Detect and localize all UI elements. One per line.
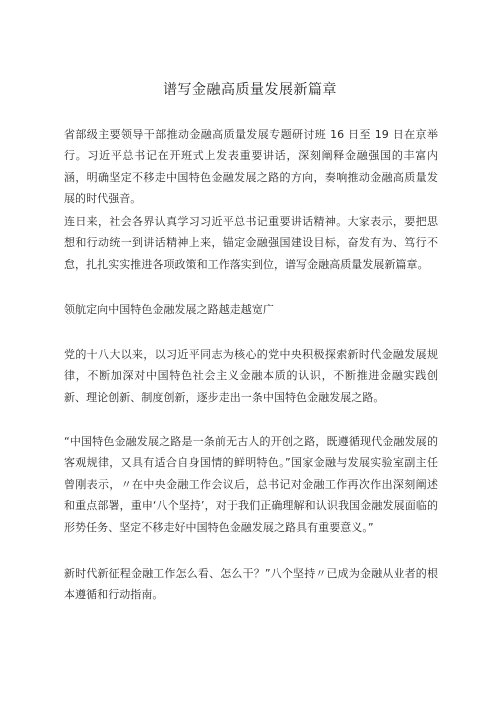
document-title: 谱写金融高质量发展新篇章 [163,82,337,98]
section-heading: 领航定向中国特色金融发展之路越走越宽广 [64,303,274,316]
paragraph-2: 连日来，社会各界认真学习习近平总书记重要讲话精神。大家表示，要把思想和行动统一到讲话精神上来，锚定金融强国建设目标，奋发有为、笃行不怠，扎扎实实推进各项政策和工作落实到位，谱写金融高质量发展新篇章。 [64,215,438,271]
paragraph-5: 新时代新征程金融工作怎么看、怎么干？”八个坚持〃已成为金融从业者的根本遵循和行动指南。 [64,567,438,602]
paragraph-1: 省部级主要领导干部推动金融高质量发展专题研讨班 16 日至 19 日在京举行。习近平总书记在开班式上发表重要讲话，深刻阐释金融强国的丰富内涵，明确坚定不移走中国特色金融发展之路的方向，奏响推动金融高质量发展的时代强音。 [64,128,438,206]
paragraph-3: 党的十八大以来，以习近平同志为核心的党中央积极探索新时代金融发展规律，不断加深对中国特色社会主义金融本质的认识，不断推进金融实践创新、理论创新、制度创新，逐步走出一条中国特色金融发展之路。 [64,348,438,404]
paragraph-4: “中国特色金融发展之路是一条前无古人的开创之路，既遵循现代金融发展的客观规律，又具有适合自身国情的鲜明特色。”国家金融与发展实验室副主任曾刚表示，〃在中央金融工作会议后，总书记对金融工作再次作出深刻阐述和重点部署，重申‘八个坚持’，对于我们正确理解和认识我国金融发展面临的形势任务、坚定不移走好中国特色金融发展之路具有重要意义。” [64,435,438,534]
